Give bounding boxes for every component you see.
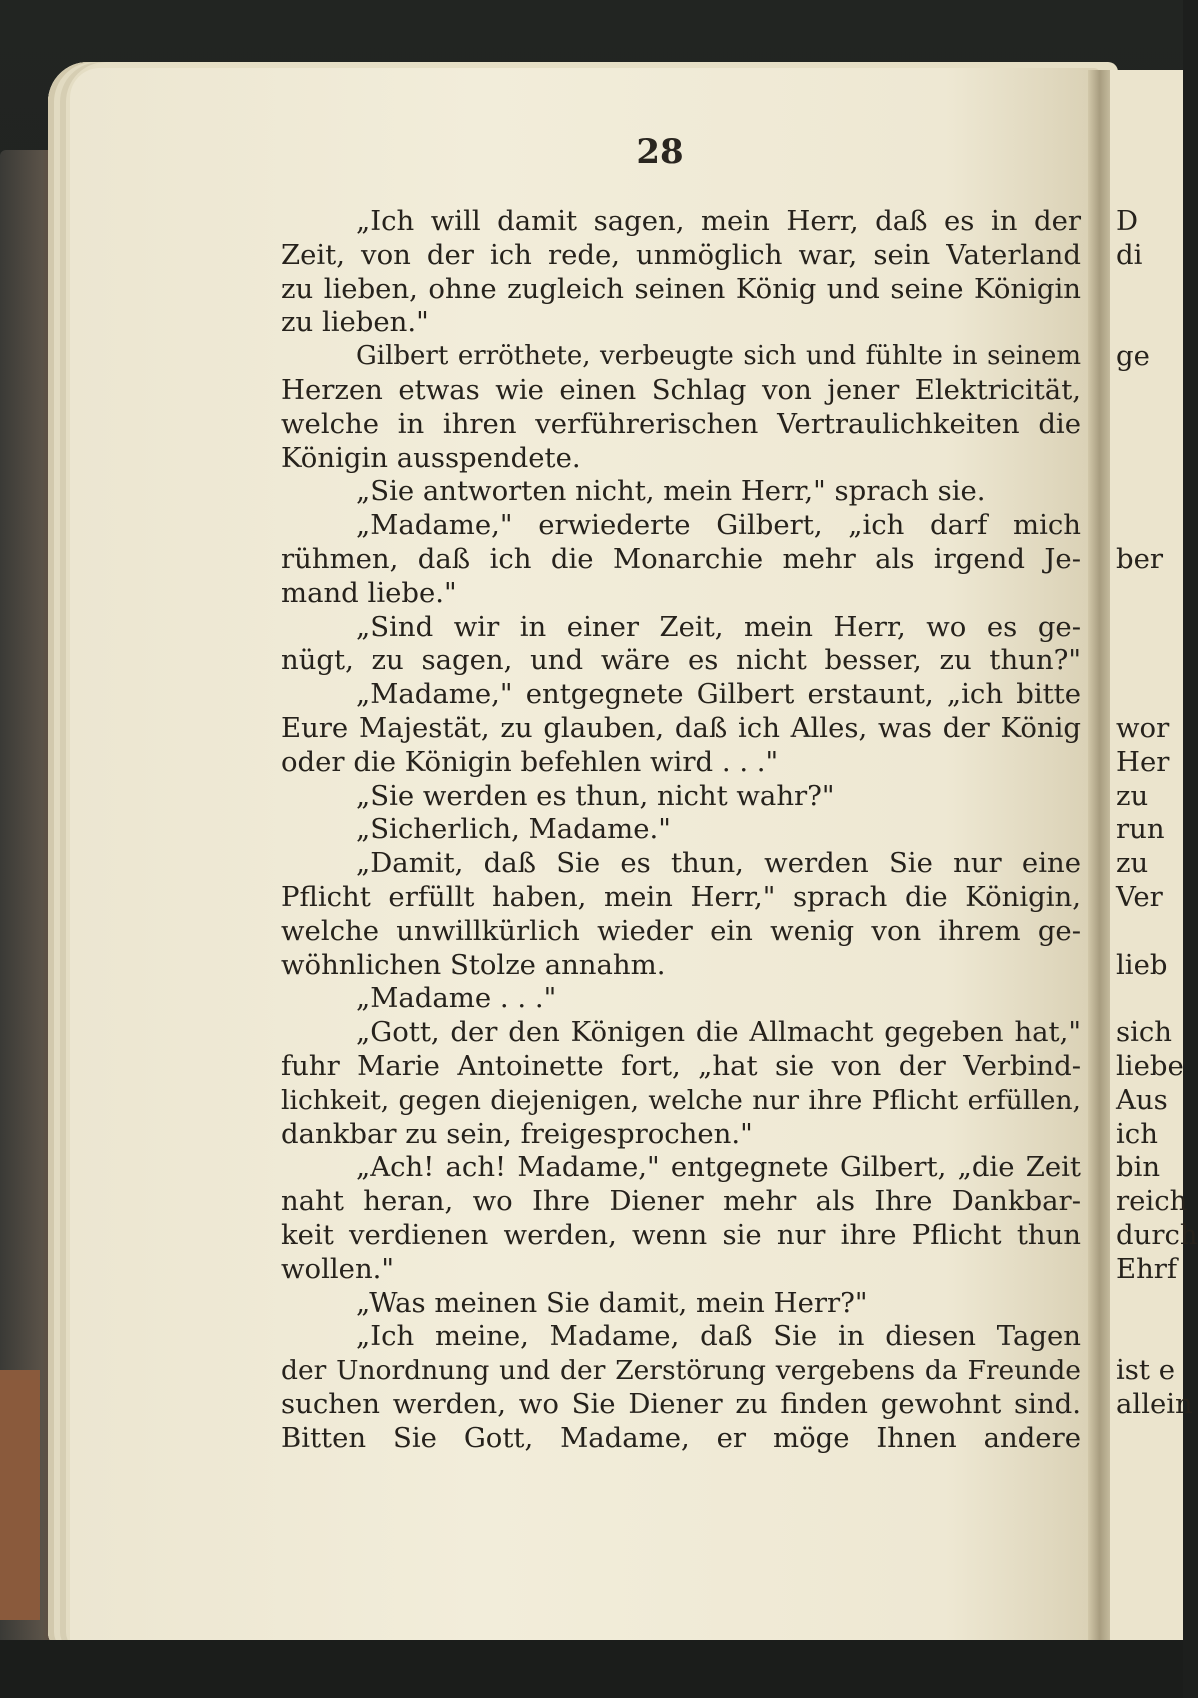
text-line: naht heran, wo Ihre Diener mehr als Ihre Dankbar- (281, 1185, 1081, 1218)
edge-fragment: run (1116, 813, 1165, 846)
text-line: dankbar zu sein, freigesprochen." (281, 1117, 753, 1150)
text-line: welche unwillkürlich wieder ein wenig von ihrem ge- (281, 914, 1081, 947)
edge-fragment: ber (1116, 542, 1164, 575)
text-line: „Sie antworten nicht, mein Herr," sprach sie. (356, 475, 986, 508)
text-line: nügt, zu sagen, und wäre es nicht besser, zu thun?" (281, 644, 1081, 677)
text-line: Zeit, von der ich rede, unmöglich war, sein Vaterland (281, 238, 1081, 271)
page-number: 28 (636, 132, 684, 172)
edge-fragment (1116, 577, 1186, 611)
text-line: „Ich will damit sagen, mein Herr, daß es in der (356, 205, 1081, 237)
text-line: oder die Königin befehlen wird . . ." (281, 745, 779, 778)
edge-fragment: wor (1116, 711, 1170, 744)
text-line: der Unordnung und der Zerstörung vergebens da Freunde (281, 1355, 1081, 1387)
edge-fragment: D (1116, 205, 1139, 237)
text-line: „Ich meine, Madame, daß Sie in diesen Tagen (356, 1320, 1081, 1353)
text-line: Eure Majestät, zu glauben, daß ich Alles, was der König (281, 711, 1081, 744)
edge-fragment (1116, 408, 1186, 442)
text-line: rühmen, daß ich die Monarchie mehr als irgend Je- (281, 542, 1081, 575)
next-page-edge-text (1116, 205, 1198, 1422)
edge-fragment (1116, 374, 1186, 408)
book-cover-leather (0, 1370, 40, 1620)
edge-fragment (1116, 611, 1186, 645)
text-line: welche in ihren verführerischen Vertraulichkeiten die (281, 407, 1081, 440)
edge-fragment (1116, 273, 1186, 307)
text-line: lichkeit, gegen diejenigen, welche nur ihre Pflicht erfüllen, (281, 1084, 1081, 1116)
edge-fragment: zu (1116, 847, 1149, 880)
text-line: mand liebe." (281, 576, 457, 609)
text-line: „Was meinen Sie damit, mein Herr?" (356, 1286, 868, 1319)
edge-fragment: ist e (1116, 1354, 1175, 1387)
edge-fragment: zu (1116, 779, 1149, 812)
text-line: „Madame," erwiederte Gilbert, „ich darf mich (356, 509, 1081, 542)
text-line: Bitten Sie Gott, Madame, er möge Ihnen andere (281, 1421, 1081, 1454)
edge-fragment: bin (1116, 1151, 1161, 1184)
edge-fragment: Ehrf (1116, 1252, 1178, 1285)
edge-fragment: liebe (1116, 1049, 1184, 1082)
edge-fragment: Aus (1116, 1083, 1168, 1116)
text-line: Gilbert erröthete, verbeugte sich und fühlte in seinem (356, 341, 1081, 372)
text-line: „Sind wir in einer Zeit, mein Herr, wo es ge- (356, 610, 1081, 643)
edge-fragment: di (1116, 238, 1143, 271)
page-text (281, 205, 1081, 1455)
text-line: „Gott, der den Königen die Allmacht gegeben hat," (356, 1016, 1081, 1049)
text-line: wöhnlichen Stolze annahm. (281, 948, 666, 981)
text-line: fuhr Marie Antoinette fort, „hat sie von der Verbind- (281, 1049, 1081, 1082)
edge-fragment: ge (1116, 340, 1150, 373)
edge-fragment (1116, 644, 1186, 678)
edge-fragment: sich (1116, 1016, 1173, 1049)
edge-fragment: allein (1116, 1387, 1193, 1420)
text-line: Herzen etwas wie einen Schlag von jener Elektricität, (281, 373, 1081, 406)
text-line: zu lieben." (281, 306, 429, 339)
text-line: „Damit, daß Sie es thun, werden Sie nur eine (356, 847, 1081, 880)
text-line: keit verdienen werden, wenn sie nur ihre Pflicht thun (281, 1218, 1081, 1251)
edge-fragment: durch (1116, 1218, 1198, 1251)
edge-fragment (1116, 475, 1186, 509)
text-line: „Ach! ach! Madame," entgegnete Gilbert, „die Zeit (356, 1151, 1081, 1184)
edge-fragment (1116, 509, 1186, 543)
text-line: „Sicherlich, Madame." (356, 813, 671, 846)
text-line: „Madame . . ." (356, 982, 557, 1015)
edge-fragment: Ver (1116, 880, 1163, 913)
edge-fragment (1116, 306, 1186, 340)
text-line: Pflicht erfüllt haben, mein Herr," sprach die Königin, (281, 880, 1081, 913)
edge-fragment: Her (1116, 745, 1170, 778)
edge-fragment (1116, 1320, 1186, 1354)
text-line: wollen." (281, 1252, 395, 1285)
edge-fragment (1116, 982, 1186, 1016)
text-line: Königin ausspendete. (281, 441, 581, 474)
edge-fragment (1116, 915, 1186, 949)
edge-fragment: reich (1116, 1185, 1188, 1218)
text-line: suchen werden, wo Sie Diener zu finden gewohnt sind. (281, 1387, 1081, 1420)
edge-fragment (1116, 678, 1186, 712)
edge-fragment (1116, 442, 1186, 476)
text-line: „Madame," entgegnete Gilbert erstaunt, „ich bitte (356, 678, 1081, 711)
text-line: „Sie werden es thun, nicht wahr?" (356, 779, 835, 812)
edge-fragment: lieb (1116, 948, 1168, 981)
edge-fragment (1116, 1287, 1186, 1321)
edge-fragment: ich (1116, 1117, 1158, 1150)
text-line: zu lieben, ohne zugleich seinen König und seine Königin (281, 272, 1081, 305)
bottom-shadow (0, 1640, 1183, 1698)
